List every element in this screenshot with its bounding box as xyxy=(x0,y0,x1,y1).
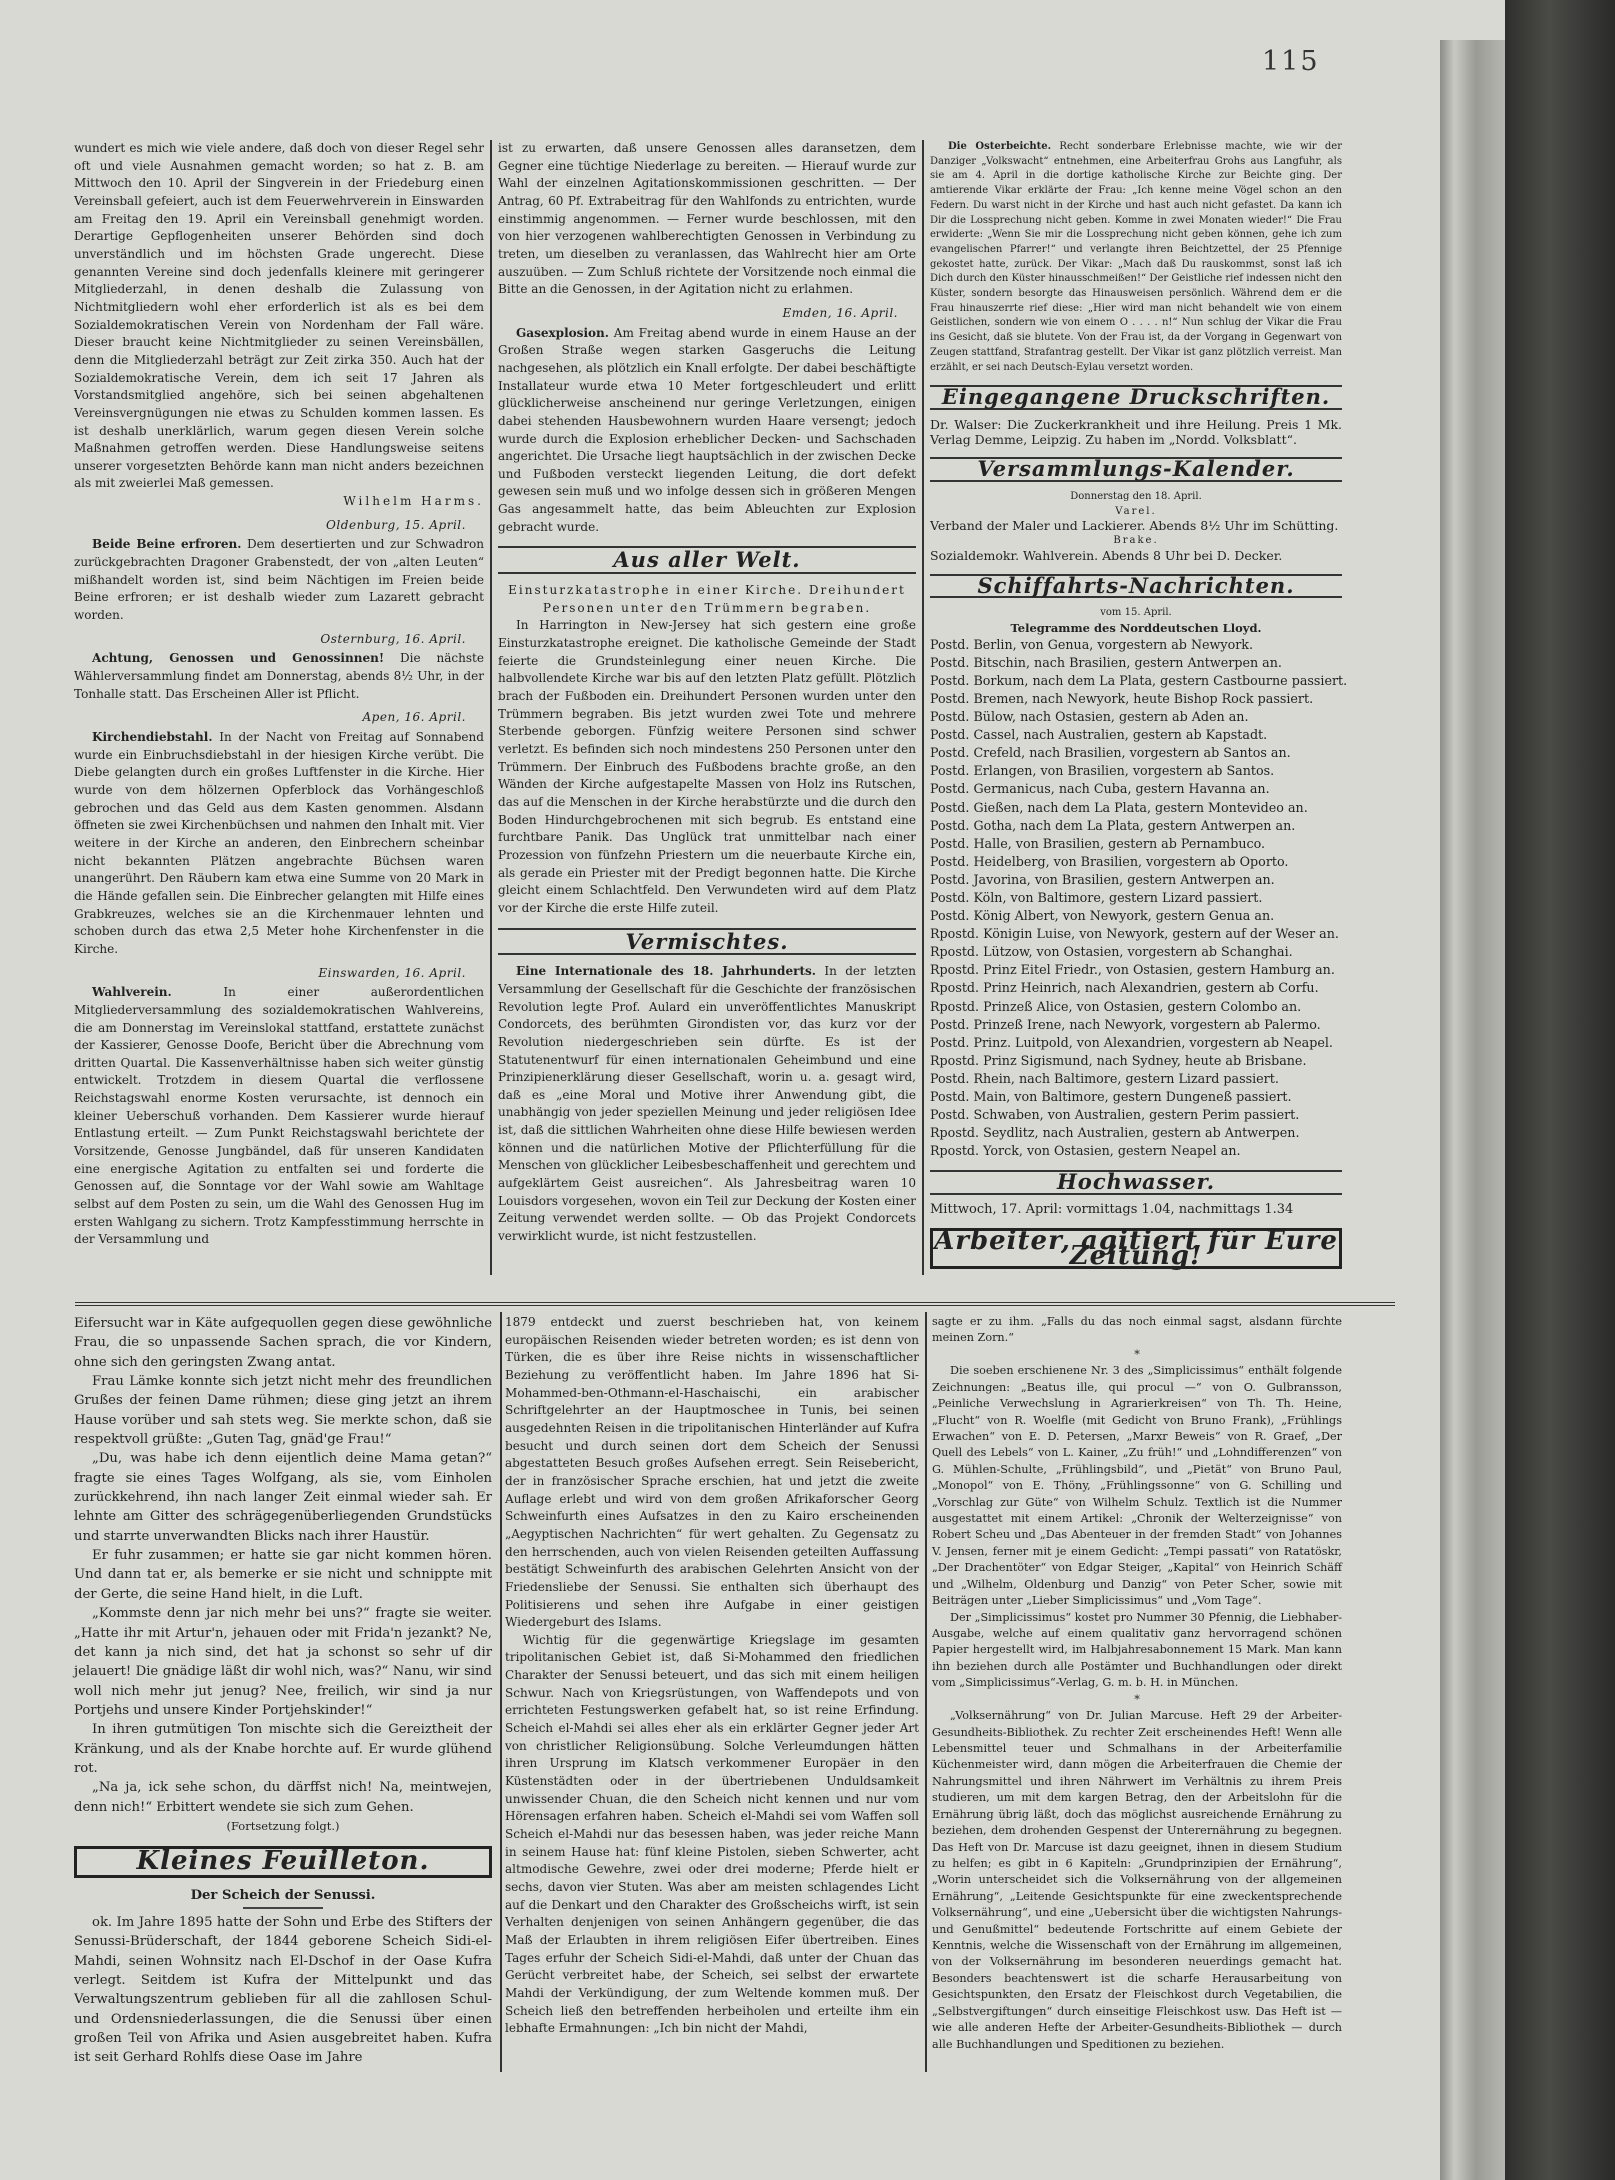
bottom-column-2 xyxy=(505,1314,919,2038)
calendar-entry: Sozialdemokr. Wahlverein. Abends 8 Uhr bei D. Decker. xyxy=(930,547,1283,563)
banner-slogan: Arbeiter, agitiert für Eure Zeitung! xyxy=(930,1228,1342,1269)
article-title: Kirchendiebstahl. xyxy=(92,730,213,744)
section-heading: Schiffahrts-Nachrichten. xyxy=(930,574,1342,599)
dateline: Oldenburg, 15. April. xyxy=(326,517,466,532)
shipping-item: Postd. Prinz. Luitpold, von Alexandrien, vorgestern ab Neapel. xyxy=(930,1034,1333,1050)
section-heading: Eingegangene Druckschriften. xyxy=(930,385,1342,410)
section-heading: Vermischtes. xyxy=(498,928,916,956)
shipping-item: Postd. Rhein, nach Baltimore, gestern Lizard passiert. xyxy=(930,1070,1279,1086)
article-title: Gasexplosion. xyxy=(516,325,609,340)
shipping-item: Postd. Cassel, nach Australien, gestern ab Kapstadt. xyxy=(930,727,1268,743)
article-text: „Volksernährung“ von Dr. Julian Marcuse. Heft 29 der Arbeiter-Gesundheits-Bibliothek. Zu rechter Zeit erscheinendes Heft! Wenn alle Lebensmittel teuer und Schmalhans in der Arbeiterfamilie Küchenmeister wird, dann mögen die Arbeiterfrauen die Chemie der Nahrungsmittel und ihren Nährwert im Verhältnis zu ihrem Preis studieren, um mit dem kargen Betrag, den der Arbeitslohn für die Ernährung übrig läßt, doch das möglichst ausreichende Ernährung zu beziehen, dem drohenden Gespenst der Unterernährung zu begegnen. Das Heft von Dr. Marcuse ist dazu geeignet, ihnen in diesem Studium zu helfen; es gibt in 6 Kapiteln: „Grundprinzipien der Ernährung“, „Worin unterscheidet sich die Volksernährung von der allgemeinen Ernährung“, „Leitende Gesichtspunkte für eine zweckentsprechende Volksernährung“, und eine „Uebersicht über die wichtigsten Nahrungs- und Genußmittel“ bedeutende Fortschritte auf einem Gebiete der Kenntnis, welche die Wissenschaft von der Ernährung im allgemeinen, von der Volksernährung im besonderen neuerdings gemacht hat. Besonders beachtenswert ist die scharfe Herausarbeitung von Gesichtspunkten, den Ersatz der Fleischkost durch Vegetabilien, die „Selbstvergiftungen“ durch einseitige Fleischkost usw. Das Heft ist — wie alle anderen Hefte der Arbeiter-Gesundheits-Bibliothek — durch alle Buchhandlungen und Speditionen zu beziehen. xyxy=(932,1709,1342,2051)
section-heading: Versammlungs-Kalender. xyxy=(930,457,1342,482)
feuilleton-text: „Na ja, ick sehe schon, du därffst nich! Na, meintwejen, denn nich!“ Erbittert wendete sie sich zum Gehen. xyxy=(74,1780,492,1815)
shipping-item: Postd. Halle, von Brasilien, gestern ab Pernambuco. xyxy=(930,835,1266,851)
shipping-item: Postd. Bitschin, nach Brasilien, gestern Antwerpen an. xyxy=(930,654,1282,670)
continuation-note: (Fortsetzung folgt.) xyxy=(226,1818,340,1833)
calendar-place: Varel. xyxy=(1115,505,1157,517)
article-text: sagte er zu ihm. „Falls du das noch einmal sagst, alsdann fürchte meinen Zorn.“ xyxy=(932,1315,1342,1345)
column-1 xyxy=(74,140,484,1249)
article-text: Recht sonderbare Erlebnisse machte, wie wir der Danziger „Volkswacht“ entnehmen, eine Arbeiterfrau Grohs aus Langfuhr, als sie am 4. April in die dortige katholische Kirche zur Beichte ging. Der amtierende Vikar erklärte der Frau: „Ich kenne meine Vögel schon an den Federn. Du warst nicht in der Kirche und hast auch nicht gefastet. Da kann ich Dir die Lossprechung nicht geben. Komme in zwei Monaten wieder!“ Die Frau erwiderte: „Wenn Sie mir die Lossprechung nicht geben können, gehe ich zum evangelischen Pfarrer!“ und verlangte ihren Beichtzettel, der 25 Pfennige gekostet hatte, zurück. Der Vikar: „Mach daß Du rauskommst, sonst laß ich Dich durch den Küster hinausschmeißen!“ Der Geistliche rief indessen nicht den Küster, sondern besorgte das Hinausweisen persönlich. Während dem er die Frau hinauszerrte rief diese: „Hier wird man nicht behandelt wie von einem Geistlichen, sondern wie von einem O . . . . n!“ Nun schlug der Vikar die Frau ins Gesicht, daß sie blutete. Von der Frau ist, da der Vorgang in Gegenwart von Zeugen stattfand, Strafantrag gestellt. Der Vikar ist ganz plötzlich verreist. Man erzählt, er sei nach Deutsch-Eylau versetzt worden. xyxy=(930,141,1342,373)
bottom-column-3 xyxy=(932,1314,1342,2053)
feuilleton-text: Frau Lämke konnte sich jetzt nicht mehr des freundlichen Grußes der feinen Dame rühmen; diese ging jetzt an ihrem Hause vorüber und sah stets weg. Sie merkte schon, daß sie respektvoll grüßte: „Guten Tag, gnäd'ge Frau!“ xyxy=(74,1374,492,1448)
column-divider xyxy=(925,1312,927,2072)
section-heading: Hochwasser. xyxy=(930,1170,1342,1195)
book-edge xyxy=(1505,0,1615,2180)
signature: Wilhelm Harms. xyxy=(343,494,484,509)
article-text: In der letzten Versammlung der Gesellschaft für die Geschichte der französischen Revolution legte Prof. Aulard ein unveröffentlichtes Manuskript Condorcets, des berühmten Girondisten vor, das kurz vor der Revolution niedergeschrieben sein dürfte. Es ist der Statutenentwurf für einen internationalen Geheimbund und eine Prinzipienerklärung dieser Gesellschaft, worin u. a. gesagt wird, daß es „eine Moral und Motive ihrer Anwendung gibt, die unabhängig von jeder speziellen Meinung und jeder religiösen Idee ist, daß die sittlichen Wahrheiten ohne diese Hilfe bewiesen werden können und die natürlichen Motive der Pflichterfüllung für die Menschen von glücklicher Leibesbeschaffenheit und gerechtem und aufgeklärtem Geist ausreichen“. Als Jahresbeitrag waren 10 Louisdors vorgesehen, wovon ein Teil zur Deckung der Kosten einer Zeitung verwendet werden sollte. — Ob das Projekt Condorcets verwirklicht wurde, ist nicht festzustellen. xyxy=(498,964,916,1244)
shipping-item: Postd. Erlangen, von Brasilien, vorgestern ab Santos. xyxy=(930,763,1275,779)
shipping-item: Postd. Bremen, nach Newyork, heute Bishop Rock passiert. xyxy=(930,690,1314,706)
calendar-date: Donnerstag den 18. April. xyxy=(1070,491,1202,503)
shipping-item: Postd. Main, von Baltimore, gestern Dungeneß passiert. xyxy=(930,1089,1292,1105)
article-text: ist zu erwarten, daß unsere Genossen alles daransetzen, dem Gegner eine tüchtige Niederlage zu bereiten. — Hierauf wurde zur Wahl der einzelnen Agitationskommissionen geschritten. — Der Antrag, 60 Pf. Extrabeitrag für den Wahlfonds zu entrichten, wurde einstimmig angenommen. — Ferner wurde beschlossen, mit den von hier verzogenen wahlberechtigten Genossen in Verbindung zu treten, um dieselben zu veranlassen, das Wahlrecht hier am Orte auszuüben. — Zum Schluß richtete der Vorsitzende noch einmal die Bitte an die Genossen, in der Agitation nicht zu erlahmen. xyxy=(498,141,916,297)
separator-asterisk: * xyxy=(1134,1692,1140,1706)
shipping-item: Rpostd. Seydlitz, nach Australien, gestern ab Antwerpen. xyxy=(930,1125,1300,1141)
column-3 xyxy=(930,140,1348,1277)
article-text: ok. Im Jahre 1895 hatte der Sohn und Erbe des Stifters der Senussi-Brüderschaft, der 1844 geborene Scheich Sidi-el-Mahdi, seinen Wohnsitz nach El-Dschof in der Oase Kufra verlegt. Seitdem ist Kufra der Mittelpunkt und das Verwaltungszentrum geblieben für all die zahllosen Schul- und Ordensniederlassungen, die die Senussi über einen großen Teil von Afrika und Asien ausgebreitet haben. Kufra ist seit Gerhard Rohlfs diese Oase im Jahre xyxy=(74,1914,492,2066)
dateline: Emden, 16. April. xyxy=(782,305,898,320)
shipping-item: Rpostd. Yorck, von Ostasien, gestern Neapel an. xyxy=(930,1143,1241,1159)
shipping-item: Rpostd. Prinz Sigismund, nach Sydney, heute ab Brisbane. xyxy=(930,1052,1307,1068)
article-title: Einsturzkatastrophe in einer Kirche. Dreihundert Personen unter den Trümmern begraben. xyxy=(508,583,906,615)
column-divider xyxy=(922,140,924,1275)
article-text: Der „Simplicissimus“ kostet pro Nummer 30 Pfennig, die Liebhaber-Ausgabe, welche auf einem qualitativ ganz hervorragend schönen Papier hergestellt wird, im Halbjahresabonnement 15 Mark. Man kann ihn beziehen durch alle Postämter und Buchhandlungen oder direkt vom „Simplicissimus“-Verlag, G. m. b. H. in München. xyxy=(932,1610,1342,1690)
feuilleton-text: In ihren gutmütigen Ton mischte sich die Gereiztheit der Kränkung, und als der Knabe horchte auf. Er wurde glühend rot. xyxy=(74,1722,492,1776)
feuilleton-text: „Kommste denn jar nich mehr bei uns?“ fragte sie weiter. „Hatte ihr mit Artur'n, jehauen oder mit Frida'n jezankt? Ne, det kann ja nich sind, det hat ja schonst so sehr uf dir jelauert! Die gnädige läßt dir wohl nich, was?“ Nanu, wir sind woll nich mehr jut jenug? Nee, freilich, wir sind ja nur Portjehs und unsere Kinder Portjehskinder!“ xyxy=(74,1606,492,1718)
article-title: Beide Beine erfroren. xyxy=(92,537,242,552)
article-title: Der Scheich der Senussi. xyxy=(190,1887,376,1903)
page-number: 115 xyxy=(1262,46,1320,77)
shipping-item: Postd. Borkum, nach dem La Plata, gestern Castbourne passiert. xyxy=(930,672,1348,688)
article-text: Dr. Walser: Die Zuckerkrankheit und ihre Heilung. Preis 1 Mk. Verlag Demme, Leipzig. Zu haben im „Nordd. Volksblatt“. xyxy=(930,416,1342,447)
dateline: Apen, 16. April. xyxy=(362,710,466,725)
section-heading: Aus aller Welt. xyxy=(498,546,916,574)
column-2 xyxy=(498,140,916,1246)
article-title: Eine Internationale des 18. Jahrhunderts. xyxy=(516,964,816,979)
shipping-date: vom 15. April. xyxy=(1100,607,1172,619)
calendar-place: Brake. xyxy=(1113,535,1159,547)
feuilleton-text: „Du, was habe ich denn eijentlich deine Mama getan?“ fragte sie eines Tages Wolfgang, als sie, vom Einholen zurückkehrend, ihn nach langer Zeit einmal wieder sah. Er lehnte am Gitter des schrägegenüberliegenden Grundstücks und starrte unverwandten Blicks nach ihrer Haustür. xyxy=(74,1451,492,1544)
shipping-item: Rpostd. Lützow, von Ostasien, vorgestern ab Schanghai. xyxy=(930,944,1293,960)
article-text: In einer außerordentlichen Mitgliederversammlung des sozialdemokratischen Wahlvereins, die am Donnerstag im Vereinslokal stattfand, erstattete zunächst der Kassierer, Genosse Doofe, Bericht über die Abrechnung vom dritten Quartal. Die Kassenverhältnisse haben sich weiter günstig entwickelt. Trotzdem in diesem Quartal die verflossene Reichstagswahl enorme Kosten verursachte, ist dennoch ein kleiner Ueberschuß vorhanden. Dem Kassierer wurde hierauf Entlastung erteilt. — Zum Punkt Reichstagswahl berichtete der Vorsitzende, Genosse Jungbändel, daß für unseren Kandidaten eine energische Agitation zu entfalten sei und forderte die Genossen auf, die Sonntage vor der Wahl sowie am Wahltage selbst auf dem Posten zu sein, um die Wahl des Genossen Hug im ersten Wahlgang zu sichern. Trotz Kampfesstimmung herrschte in der Versammlung und xyxy=(74,985,484,1247)
calendar-entry: Verband der Maler und Lackierer. Abends 8½ Uhr im Schütting. xyxy=(930,518,1339,534)
article-text: Am Freitag abend wurde in einem Hause an der Großen Straße wegen starken Gasgeruchs die Leitung nachgesehen, als plötzlich ein Knall erfolgte. Der dabei beschäftigte Installateur wurde etwa 10 Meter fortgeschleudert und erlitt glücklicherweise anscheinend nur geringe Verletzungen, einigen dabei stehenden Hausbewohnern wurden Haare versengt; jedoch wurde durch die Explosion erheblicher Decken- und Sachschaden angerichtet. Die Ursache liegt hauptsächlich in der zwischen Decke und Fußboden versteckt liegenden Leitung, die dort defekt gewesen sein muß und wo infolge dessen sich in größeren Mengen Gas angesammelt hatte, das beim Ableuchten zur Explosion gebracht wurde. xyxy=(498,325,916,534)
column-divider xyxy=(490,140,492,1275)
shipping-subtitle: Telegramme des Norddeutschen Lloyd. xyxy=(1010,620,1262,635)
shipping-item: Postd. Crefeld, nach Brasilien, vorgestern ab Santos an. xyxy=(930,745,1291,761)
dateline: Einswarden, 16. April. xyxy=(318,965,466,980)
shipping-item: Postd. König Albert, von Newyork, gestern Genua an. xyxy=(930,908,1275,924)
shipping-item: Postd. Prinzeß Irene, nach Newyork, vorgestern ab Palermo. xyxy=(930,1016,1321,1032)
article-text: wundert es mich wie viele andere, daß doch von dieser Regel sehr oft und viele Ausnahmen gemacht worden; so hat z. B. am Mittwoch den 10. April der Singverein in der Friedeburg einen Vereinsball gefeiert, auch ist dem Feuerwehrverein in Einswarden am Freitag den 19. April ein Vereinsball genehmigt worden. Derartige Gepflogenheiten unserer Behörden sind doch unverständlich und im höchsten Grade ungerecht. Diese genannten Vereine sind doch jedenfalls kleinere mit geringerer Mitgliederzahl, in denen deshalb die Zulassung von Nichtmitgliedern wohl eher erforderlich ist als es bei dem Sozialdemokratischen Verein von Nordenham der Fall wäre. Dieser braucht keine Nichtmitglieder zu seinen Vereinsbällen, denn die Mitgliederzahl beträgt zur Zeit zirka 350. Auch hat der Sozialdemokratische Verein, dem ich seit 17 Jahren als Vorstandsmitglied angehöre, sich bei seinen abgehaltenen Vereinsvergnügungen nie etwas zu Schulden kommen lassen. Es ist deshalb unerklärlich, warum gegen diesen Verein solche Maßnahmen getroffen werden. Diese Handlungsweise seitens unserer vorgesetzten Behörde kann man nicht anders bezeichnen als mit zweierlei Maß gemessen. xyxy=(74,141,484,491)
article-text: Dem desertierten und zur Schwadron zurückgebrachten Dragoner Grabenstedt, der von „alten Leuten“ mißhandelt worden ist, sind beim Nächtigen im Freien beide Beine erfroren; er ist deshalb wieder zum Lazarett gebracht worden. xyxy=(74,537,484,623)
shipping-item: Postd. Köln, von Baltimore, gestern Lizard passiert. xyxy=(930,890,1263,905)
tide-times: Mittwoch, 17. April: vormittags 1.04, nachmittags 1.34 xyxy=(930,1202,1294,1218)
shipping-item: Postd. Schwaben, von Australien, gestern Perim passiert. xyxy=(930,1107,1300,1123)
shipping-item: Rpostd. Prinz Heinrich, nach Alexandrien, gestern ab Corfu. xyxy=(930,980,1319,996)
article-title: Achtung, Genossen und Genossinnen! xyxy=(92,651,385,666)
article-text: 1879 entdeckt und zuerst beschrieben hat, von keinem europäischen Reisenden wieder betreten worden; es ist denn von Türken, die es über ihre Reise nichts in wissenschaftlicher Beziehung zu veröffentlicht haben. Im Jahre 1896 hat Si-Mohammed-ben-Othmann-el-Haschaischi, ein arabischer Schriftgelehrter an der Hauptmoschee in Tunis, bei seinen ausgedehnten Reisen in die tripolitanischen Hinterländer auf Kufra besucht und durch seinen dort dem Scheich der Senussi abgestatteten Besuch großes Aufsehen erregt. Sein Reisebericht, der in französischer Sprache erschien, hat und jetzt die zweite Auflage erlebt und wird von dem großen Afrikaforscher Georg Schweinfurth eines Aufsatzes in den zu Kairo erscheinenden „Aegyptischen Nachrichten“ für wert gehalten. Zu Gegensatz zu den herrschenden, auch von vielen Reisenden geteilten Auffassung bestätigt Schweinfurth des arabischen Gelehrten Ansicht von der Friedensliebe der Senussi. Sie enthalten sich überhaupt des Politisierens und sehen ihre Aufgabe in einer geistigen Wiedergeburt des Islams. xyxy=(505,1315,919,1630)
shipping-item: Postd. Gießen, nach dem La Plata, gestern Montevideo an. xyxy=(930,799,1308,815)
shipping-item: Postd. Javorina, von Brasilien, gestern Antwerpen an. xyxy=(930,871,1275,887)
shipping-item: Postd. Berlin, von Genua, vorgestern ab Newyork. xyxy=(930,636,1254,652)
shipping-item: Rpostd. Prinzeß Alice, von Ostasien, gestern Colombo an. xyxy=(930,998,1302,1014)
section-divider xyxy=(75,1302,1395,1306)
book-spine xyxy=(1440,40,1505,2180)
article-title: Wahlverein. xyxy=(92,985,172,1000)
shipping-item: Rpostd. Königin Luise, von Newyork, gestern auf der Weser an. xyxy=(930,926,1339,942)
shipping-item: Postd. Bülow, nach Ostasien, gestern ab Aden an. xyxy=(930,709,1249,725)
shipping-item: Postd. Germanicus, nach Cuba, gestern Havanna an. xyxy=(930,781,1270,797)
bottom-column-1 xyxy=(74,1314,492,2068)
article-title: Die Osterbeichte. xyxy=(948,141,1052,152)
shipping-list xyxy=(930,636,1348,1161)
feuilleton-text: Eifersucht war in Käte aufgequollen gegen diese gewöhnliche Frau, die so unpassende Sachen sprach, die vor Kindern, ohne sich den geringsten Zwang antat. xyxy=(74,1316,492,1370)
article-text: Die nächste Wählerversammlung findet am Donnerstag, abends 8½ Uhr, in der Tonhalle statt. Das Erscheinen Aller ist Pflicht. xyxy=(74,651,484,701)
divider xyxy=(243,1907,323,1909)
article-text: In Harrington in New-Jersey hat sich gestern eine große Einsturzkatastrophe ereignet. Die katholische Gemeinde der Stadt feierte die Grundsteinlegung einer neuen Kirche. Die halbvollendete Kirche war bis auf den letzten Platz gefüllt. Plötzlich brach der Fußboden ein. Dreihundert Personen wurden unter den Trümmern begraben. Bis jetzt wurden zwei Tote und mehrere Sterbende geborgen. Fünfzig weitere Personen sind schwer verletzt. Es befinden sich noch mindestens 250 Personen unter den Trümmern. Der Einbruch des Fußbodens brachte große, an den Wänden der Kirche aufgestapelte Massen von Holz ins Rutschen, das auf die Menschen in der Kirche herabstürzte und die durch den Boden Hindurchgebrochenen mit sich begrub. Es entstand eine furchtbare Panik. Das Unglück trat unmittelbar nach einer Prozession von fünfzehn Priestern um die neuerbaute Kirche ein, als gerade ein Priester mit der Predigt begonnen hatte. Die Kirche gleicht einem Schlachtfeld. Den Verwundeten wird auf dem Platz vor der Kirche die erste Hilfe zuteil. xyxy=(498,618,916,915)
article-text: Die soeben erschienene Nr. 3 des „Simplicissimus“ enthält folgende Zeichnungen: „Beatus ille, qui procul —“ von O. Gulbransson, „Peinliche Verwechslung in Agrarierkreisen“ von Th. Th. Heine, „Flucht“ von R. Woelfle (mit Gedicht von Bruno Frank), „Frühlings Erwachen“ von E. D. Petersen, „Marxr Beweis“ von R. Graef, „Der Quell des Lebels“ von L. Kainer, „Zu früh!“ und „Lohndifferenzen“ von G. Mühlen-Schulte, „Frühlingsbild“, und „Pietät“ von Bruno Paul, „Monopol“ von E. Thöny, „Frühlingssonne“ von G. Schilling und „Vorschlag zur Güte“ von Wilhelm Schulz. Textlich ist die Nummer ausgestattet mit einem Artikel: „Chronik der Welterzeignisse“ von Robert Scheu und „Das Abenteuer in der fremden Stadt“ von Johannes V. Jensen, ferner mit je einem Gedicht: „Tempi passati“ von Ratatöskr, „Der Drachentöter“ von Edgar Steiger, „Kapital“ von Heinrich Schäff und „Wilhelm, Oldenburg und Danzig“ von Peter Scher, sowie mit Beiträgen unter „Lieber Simplicissimus“ und „Vom Tage“. xyxy=(932,1364,1342,1608)
article-text: Wichtig für die gegenwärtige Kriegslage im gesamten tripolitanischen Gebiet ist, daß Si-Mohammed den friedlichen Charakter der Senussi beteuert, und das sich mit einem heiligen Schwur. Nach von Kriegsrüstungen, von Waffendepots und von errichteten Festungswerken gefabelt hat, so ist reine Erfindung. Scheich el-Mahdi sei alles eher als ein erklärter Gegner jeder Art von christlicher Religionsübung. Solche Verleumdungen hätten ihren Ursprung im Klatsch verkommener Europäer in den Küstenstädten oder in der übertriebenen Unduldsamkeit unwissender Chuan, die den Scheich nicht kennen und nur vom Hörensagen erfahren haben. Scheich el-Mahdi sei vom Waffen soll Scheich el-Mahdi nur das besessen haben, was jeder reiche Mann in seinem Hause hat: fünf kleine Pistolen, sieben Schwerter, acht altmodische Gewehre, zwei oder drei moderne; Pferde hielt er sechs, davon vier Stuten. Was aber am meisten schlagendes Licht auf die Denkart und den Charakter des Großscheichs wirft, ist sein Verhalten denjenigen von seinen Anhängern gegenüber, die das Maß der Erlaubten in ihrem religiösen Eifer übertreiben. Eines Tages erfuhr der Scheich Sidi-el-Mahdi, daß unter der Chuan das Gerücht verbreitet habe, der Scheich, sei selbst der erwartete Mahdi der Verkündigung, der zum Weltende kommen muß. Der Scheich ließ den betreffenden herbeiholen und erteilte ihm ein lebhafte Ermahnungen: „Ich bin nicht der Mahdi, xyxy=(505,1632,919,2036)
column-divider xyxy=(500,1312,502,2072)
shipping-item: Postd. Gotha, nach dem La Plata, gestern Antwerpen an. xyxy=(930,817,1296,833)
separator-asterisk: * xyxy=(1134,1347,1140,1361)
feuilleton-text: Er fuhr zusammen; er hatte sie gar nicht kommen hören. Und dann tat er, als bemerke er sie nicht und schnippte mit der Gerte, die seine Hand hielt, in die Luft. xyxy=(74,1548,492,1602)
shipping-item: Postd. Heidelberg, von Brasilien, vorgestern ab Oporto. xyxy=(930,853,1289,869)
shipping-item: Rpostd. Prinz Eitel Friedr., von Ostasien, gestern Hamburg an. xyxy=(930,962,1335,978)
dateline: Osternburg, 16. April. xyxy=(320,631,466,646)
section-heading: Kleines Feuilleton. xyxy=(74,1846,492,1877)
article-text: In der Nacht von Freitag auf Sonnabend wurde ein Einbruchsdiebstahl in der hiesigen Kirche verübt. Die Diebe gelangten durch ein großes Luftfenster in die Kirche. Hier wurde von dem hölzernen Opferblock das Vorhängeschloß gebrochen und das Geld aus dem Kasten genommen. Alsdann öffneten sie zwei Kirchenbüchsen und nahmen den Inhalt mit. Vier weitere in der Kirche an anderen, den Einbrechern scheinbar nicht bekannten Plätzen angebrachte Büchsen waren unangerührt. Den Räubern kam etwa eine Summe von 20 Mark in die Hände gefallen sein. Die Einbrecher gelangten mit Hilfe eines Grabkreuzes, welches sie an die Kirchenmauer lehnten und schoben durch das etwa 2,5 Meter hohe Kirchenfenster in die Kirche. xyxy=(74,730,484,956)
